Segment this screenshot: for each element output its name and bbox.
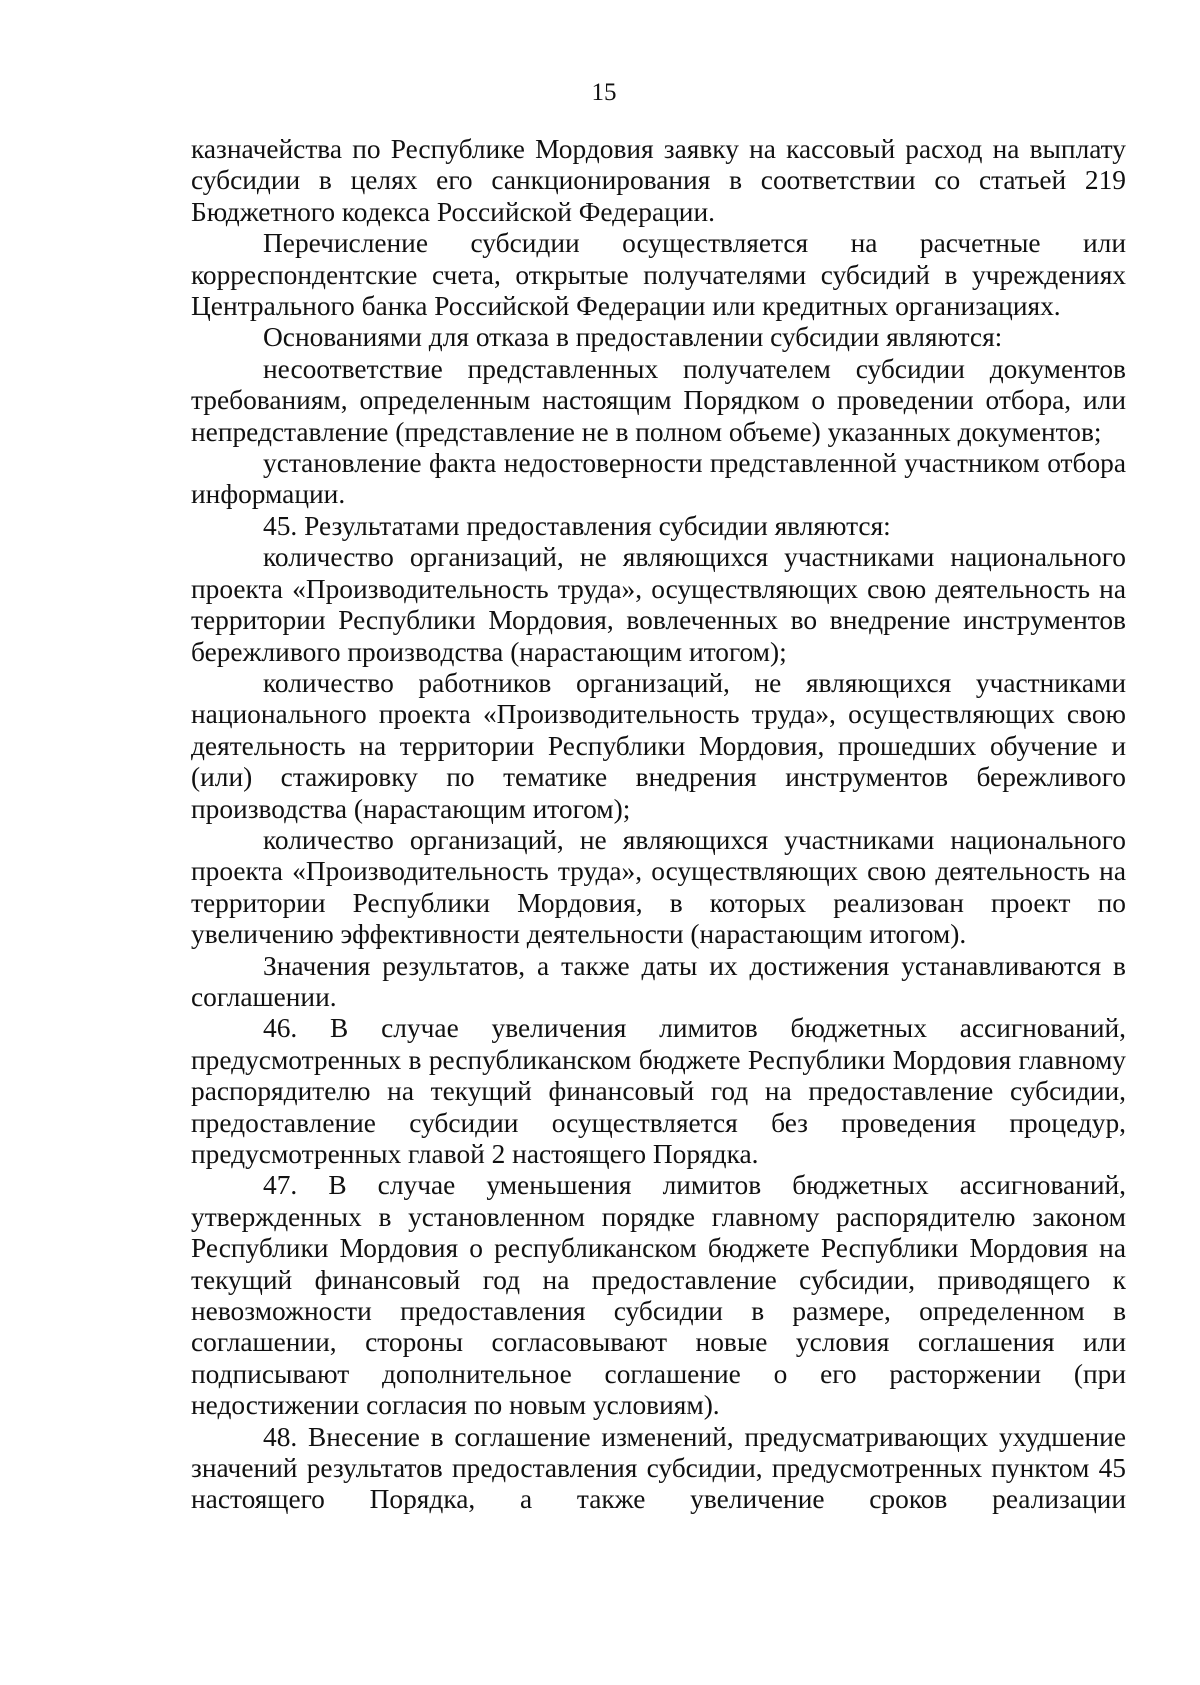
paragraph-46-limit-increase: 46. В случае увеличения лимитов бюджетных ассигнований, предусмотренных в республиканском бюджете Республики Мордовия главному распорядителю на текущий финансовый год на предоставление субсидии, предоставление субсидии осуществляется без проведения процедур, предусмотренных главой 2 настоящего Порядка. <box>191 1013 1126 1169</box>
paragraph-subsidy-transfer: Перечисление субсидии осуществляется на расчетные или корреспондентские счета, открытые получателями субсидий в учреждениях Центрального банка Российской Федерации или кредитных организациях. <box>191 228 1126 322</box>
paragraph-false-information: установление факта недостоверности представленной участником отбора информации. <box>191 448 1126 510</box>
paragraph-results-projects: количество организаций, не являющихся участниками национального проекта «Производительность труда», осуществляющих свою деятельность на территории Республики Мордовия, в которых реализован проект по увеличению эффективности деятельности (нарастающим итогом). <box>191 824 1126 950</box>
paragraph-document-mismatch: несоответствие представленных получателем субсидии документов требованиям, определенным настоящим Порядком о проведении отбора, или непредставление (представление не в полном объеме) указанных документов; <box>191 353 1126 447</box>
paragraph-results-values: Значения результатов, а также даты их достижения устанавливаются в соглашении. <box>191 950 1126 1012</box>
document-body <box>191 134 1126 1516</box>
paragraph-48-agreement-changes: 48. Внесение в соглашение изменений, предусматривающих ухудшение значений результатов предоставления субсидии, предусмотренных пунктом 45 настоящего Порядка, а также увеличение сроков реализации <box>191 1421 1126 1515</box>
paragraph-45-results: 45. Результатами предоставления субсидии являются: <box>263 510 891 541</box>
page-number: 15 <box>591 79 617 106</box>
paragraph-treasury-request: казначейства по Республике Мордовия заявку на кассовый расход на выплату субсидии в целях его санкционирования в соответствии со статьей 219 Бюджетного кодекса Российской Федерации. <box>191 134 1126 227</box>
paragraph-47-limit-decrease: 47. В случае уменьшения лимитов бюджетных ассигнований, утвержденных в установленном порядке главному распорядителю законом Республики Мордовия о республиканском бюджете Республики Мордовия на текущий финансовый год на предоставление субсидии, приводящего к невозможности предоставления субсидии в размере, определенном в соглашении, стороны согласовывают новые условия соглашения или подписывают дополнительное соглашение о его расторжении (при недостижении согласия по новым условиям). <box>191 1170 1126 1421</box>
paragraph-results-organizations: количество организаций, не являющихся участниками национального проекта «Производительность труда», осуществляющих свою деятельность на территории Республики Мордовия, вовлеченных во внедрение инструментов бережливого производства (нарастающим итогом); <box>191 542 1126 667</box>
paragraph-results-employees: количество работников организаций, не являющихся участниками национального проекта «Производительность труда», осуществляющих свою деятельность на территории Республики Мордовия, прошедших обучение и (или) стажировку по тематике внедрения инструментов бережливого производства (нарастающим итогом); <box>191 667 1126 824</box>
paragraph-refusal-grounds: Основаниями для отказа в предоставлении субсидии являются: <box>263 322 1003 353</box>
